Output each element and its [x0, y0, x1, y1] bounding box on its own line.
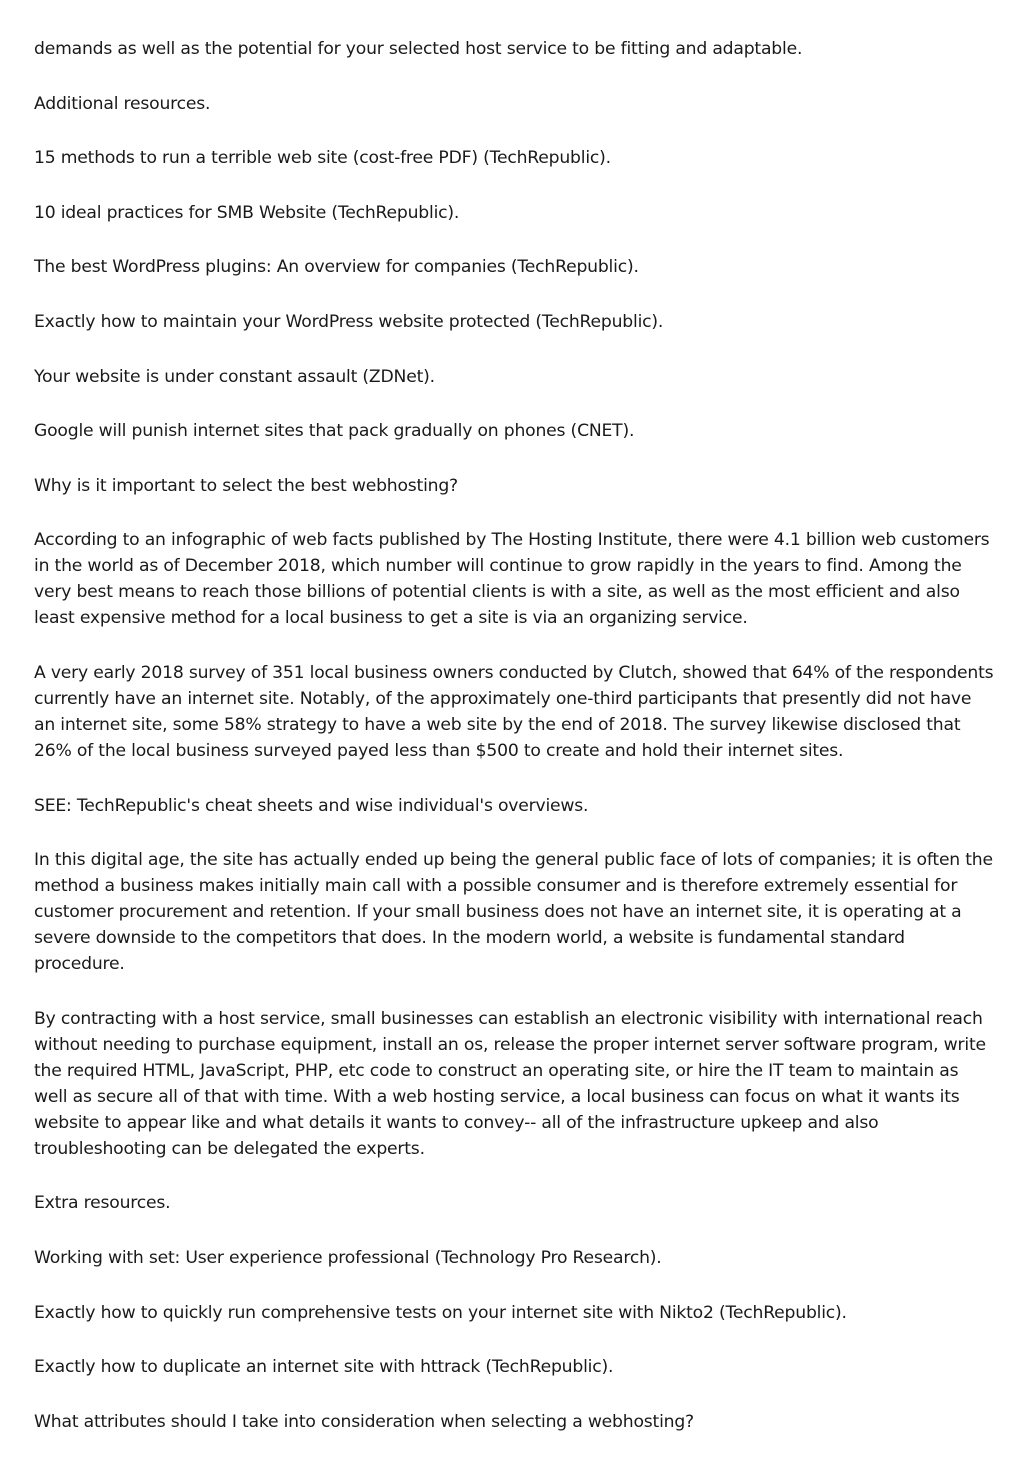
document-body	[34, 36, 994, 1463]
heading-extra-resources: Extra resources.	[34, 1193, 171, 1214]
resource-item: 10 ideal practices for SMB Website (TechRepublic).	[34, 202, 460, 223]
body-paragraph: By contracting with a host service, small businesses can establish an electronic visibility with international reach without needing to purchase equipment, install an os, release the proper internet server software program, write the required HTML, JavaScript, PHP, etc code to construct an operating site, or hire the IT team to maintain as well as secure all of that with time. With a web hosting service, a local business can focus on what it wants its website to appear like and what details it wants to convey-- all of the infrastructure upkeep and also troubleshooting can be delegated the experts.	[34, 1008, 986, 1159]
resource-item: Your website is under constant assault (ZDNet).	[34, 366, 435, 387]
heading-additional-resources: Additional resources.	[34, 93, 211, 114]
see-note: SEE: TechRepublic's cheat sheets and wise individual's overviews.	[34, 795, 589, 816]
resource-item: 15 methods to run a terrible web site (cost-free PDF) (TechRepublic).	[34, 148, 611, 169]
resource-item: The best WordPress plugins: An overview for companies (TechRepublic).	[34, 257, 639, 278]
section-question: Why is it important to select the best webhosting?	[34, 475, 458, 496]
body-paragraph: In this digital age, the site has actually ended up being the general public face of lots of companies; it is often the method a business makes initially main call with a possible consumer and is therefore extremely essential for customer procurement and retention. If your small business does not have an internet site, it is operating at a severe downside to the competitors that does. In the modern world, a website is fundamental standard procedure.	[34, 850, 993, 975]
body-paragraph: According to an infographic of web facts published by The Hosting Institute, there were 4.1 billion web customers in the world as of December 2018, which number will continue to grow rapidly in the years to find. Among the very best means to reach those billions of potential clients is with a site, as well as the most efficient and also least expensive method for a local business to get a site is via an organizing service.	[34, 530, 990, 629]
resource-item: Google will punish internet sites that pack gradually on phones (CNET).	[34, 421, 635, 442]
section-question: What attributes should I take into consideration when selecting a webhosting?	[34, 1411, 694, 1432]
resource-item: Exactly how to quickly run comprehensive tests on your internet site with Nikto2 (TechRepublic).	[34, 1302, 847, 1323]
body-paragraph: A very early 2018 survey of 351 local business owners conducted by Clutch, showed that 64% of the respondents currently have an internet site. Notably, of the approximately one-third participants that presently did not have an internet site, some 58% strategy to have a web site by the end of 2018. The survey likewise disclosed that 26% of the local business surveyed payed less than $500 to create and hold their internet sites.	[34, 662, 994, 761]
resource-item: Working with set: User experience professional (Technology Pro Research).	[34, 1247, 662, 1268]
resource-item: Exactly how to maintain your WordPress website protected (TechRepublic).	[34, 311, 664, 332]
resource-item: Exactly how to duplicate an internet site with httrack (TechRepublic).	[34, 1357, 614, 1378]
paragraph-continuation: demands as well as the potential for your selected host service to be fitting and adaptable.	[34, 39, 803, 59]
